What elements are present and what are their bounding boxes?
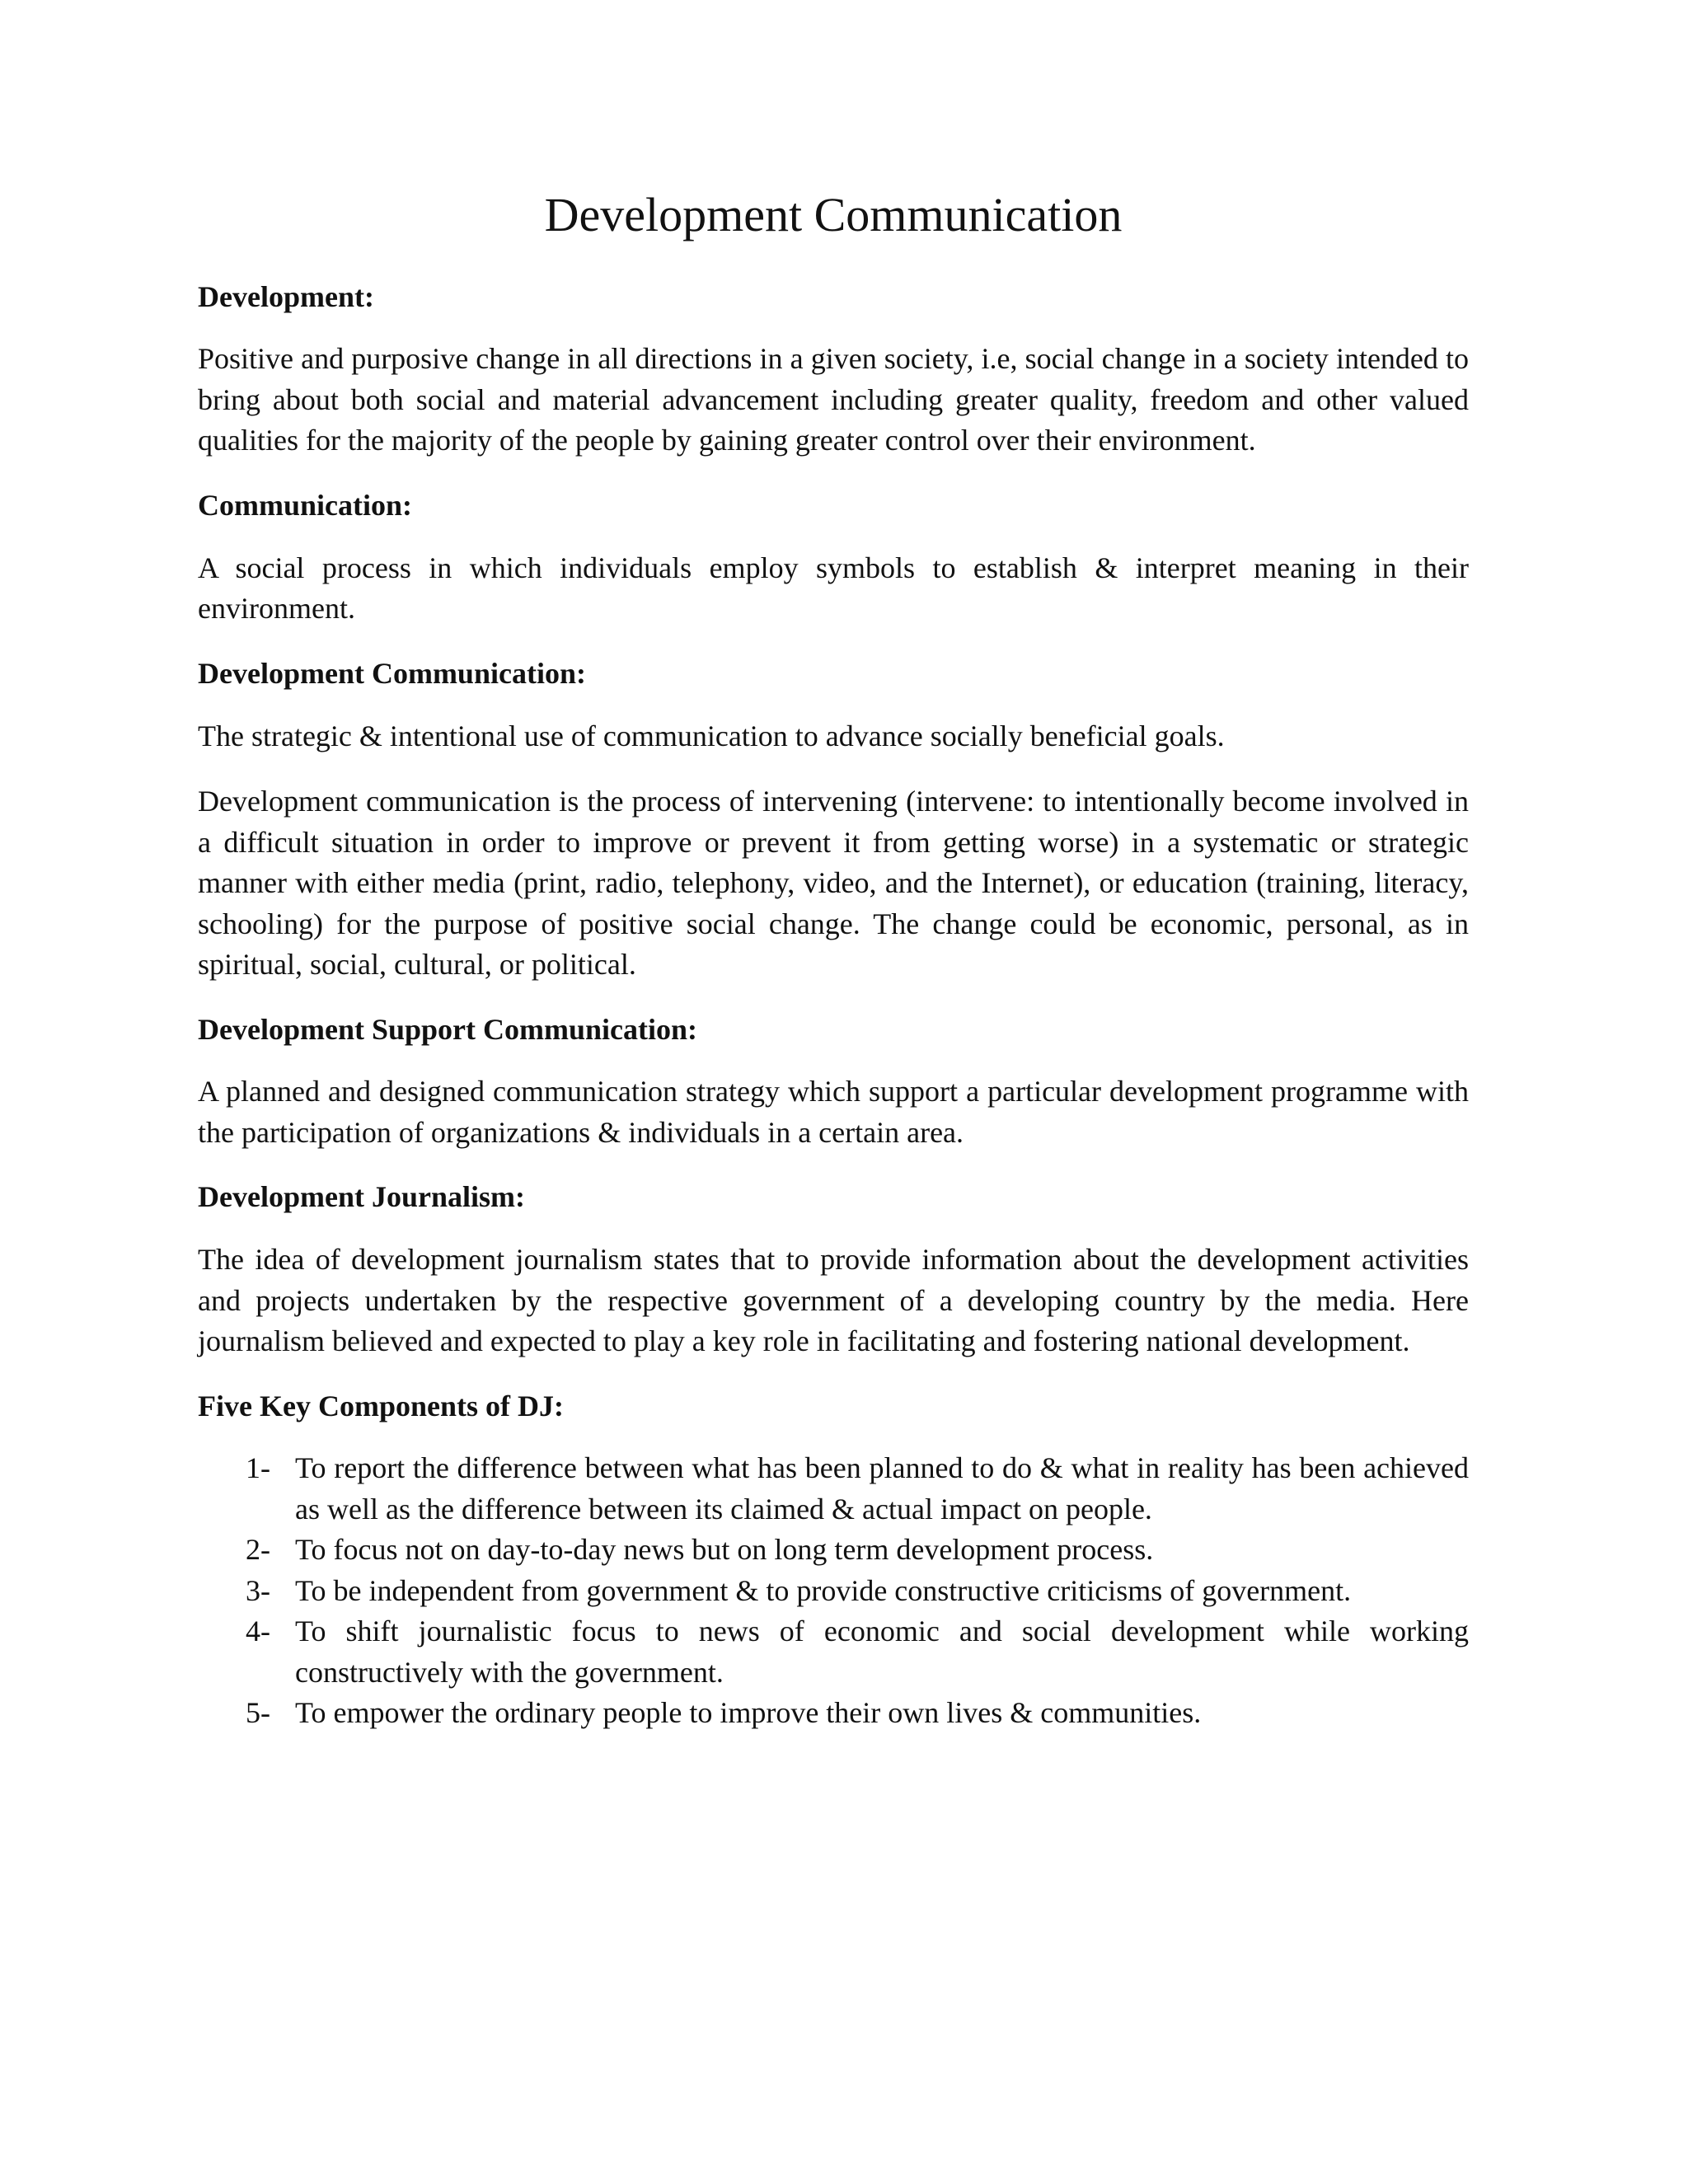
list-item xyxy=(246,1693,1469,1734)
section-development-communication xyxy=(198,654,1469,986)
paragraph: The strategic & intentional use of communication to advance socially beneficial goals. xyxy=(198,719,1225,752)
list-text: To report the difference between what has been planned to do & what in reality has been achieved as well as the difference between its claimed & actual impact on people. xyxy=(295,1451,1469,1526)
section-communication xyxy=(198,486,1469,630)
list-text: To be independent from government & to provide constructive criticisms of government. xyxy=(295,1573,1352,1607)
section-key-components xyxy=(198,1387,1469,1734)
list-number: 1- xyxy=(246,1451,270,1485)
paragraph: The idea of development journalism states that to provide information about the development activities and projects undertaken by the respective government of a developing country by the media. Here journalism believed and expected to play a key role in facilitating and fostering national development. xyxy=(198,1243,1469,1358)
list-text: To shift journalistic focus to news of economic and social development while working constructively with the government. xyxy=(295,1615,1469,1689)
section-development xyxy=(198,278,1469,462)
paragraph: A social process in which individuals employ symbols to establish & interpret meaning in their environment. xyxy=(198,551,1469,626)
list-item xyxy=(246,1571,1469,1612)
list-text: To empower the ordinary people to improve their own lives & communities. xyxy=(295,1696,1202,1730)
page-title: Development Communication xyxy=(544,188,1123,241)
section-heading: Communication: xyxy=(198,488,412,522)
section-development-journalism xyxy=(198,1178,1469,1361)
list-item xyxy=(246,1530,1469,1571)
list-number: 3- xyxy=(246,1573,270,1607)
paragraph: Positive and purposive change in all directions in a given society, i.e, social change in a society intended to bring about both social and material advancement including greater quality, freedom and other valued qualities for the majority of the people by gaining greater control over their environment. xyxy=(198,342,1469,457)
section-development-support-communication xyxy=(198,1010,1469,1154)
section-heading: Development: xyxy=(198,279,374,313)
section-heading: Development Support Communication: xyxy=(198,1012,698,1046)
list-number: 5- xyxy=(246,1696,270,1730)
list-item xyxy=(246,1448,1469,1530)
key-components-list xyxy=(198,1448,1469,1734)
list-number: 2- xyxy=(246,1533,270,1567)
section-heading: Development Communication: xyxy=(198,656,586,690)
list-text: To focus not on day-to-day news but on long term development process. xyxy=(295,1533,1154,1567)
paragraph: Development communication is the process of intervening (intervene: to intentionally become involved in a difficult situation in order to improve or prevent it from getting worse) in a systematic or strategic manner with either media (print, radio, telephony, video, and the Internet), or education (training, literacy, schooling) for the purpose of positive social change. The change could be economic, personal, as in spiritual, social, cultural, or political. xyxy=(198,785,1469,982)
list-item xyxy=(246,1611,1469,1693)
paragraph: A planned and designed communication strategy which support a particular development programme with the participation of organizations & individuals in a certain area. xyxy=(198,1075,1469,1149)
list-number: 4- xyxy=(246,1615,270,1648)
section-heading: Five Key Components of DJ: xyxy=(198,1389,564,1422)
document-body xyxy=(198,188,1469,1734)
section-heading: Development Journalism: xyxy=(198,1180,525,1214)
